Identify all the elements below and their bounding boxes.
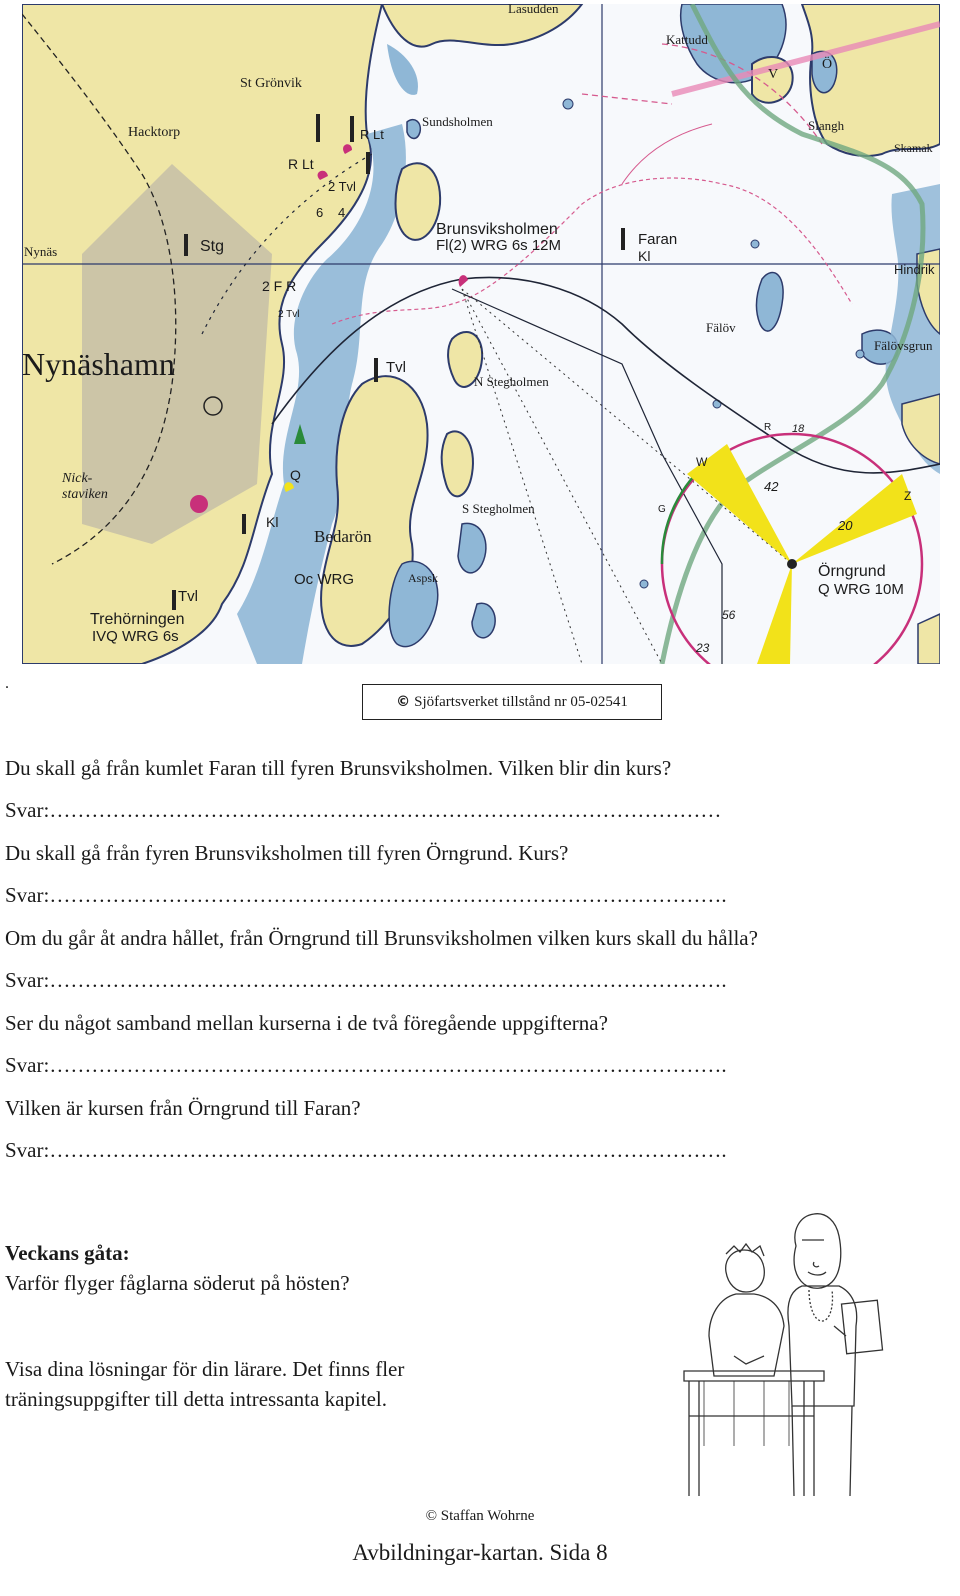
label-2-tvl: 2 Tvl <box>328 179 356 194</box>
label-w-sector: W <box>696 455 708 469</box>
label-nick: Nick- <box>62 471 93 486</box>
beacon-faran <box>621 228 625 250</box>
teacher-head <box>794 1214 841 1289</box>
beacon-1 <box>316 114 320 142</box>
label-st-gronvik: St Grönvik <box>240 76 302 91</box>
question-5: Vilken är kursen från Örngrund till Faran? <box>5 1096 361 1120</box>
label-oc-wrg: Oc WRG <box>294 571 354 588</box>
shoal-2 <box>472 603 495 638</box>
teacher-student-illustration <box>674 1206 890 1506</box>
footer-copyright: © Staffan Wohrne <box>425 1508 535 1524</box>
label-s-stegholmen: S Stegholmen <box>462 501 535 516</box>
label-4: 4 <box>338 205 346 220</box>
label-trehorningen: Trehörningen <box>90 611 185 628</box>
island-s-stegholmen <box>442 431 473 496</box>
copyright-symbol: © <box>396 694 411 710</box>
orngrund-light <box>787 559 797 569</box>
label-2-tvl-small: 2 Tvl <box>278 309 300 320</box>
label-skamak: Skamak <box>894 141 933 155</box>
beacon-kl <box>242 514 246 534</box>
teacher-legs <box>792 1406 852 1496</box>
label-hacktorp: Hacktorp <box>128 125 181 140</box>
label-aspsk: Aspsk <box>408 571 439 585</box>
shoal-dot-4 <box>856 350 864 358</box>
shoal-dot-2 <box>751 240 759 248</box>
teacher-face <box>802 1240 826 1275</box>
beacon-3 <box>366 152 370 174</box>
label-2-f-r: 2 F R <box>262 278 297 294</box>
teacher-paper <box>841 1300 882 1353</box>
label-bedaron: Bedarön <box>314 527 372 546</box>
label-depth-20: 20 <box>838 518 853 533</box>
teacher-necklace <box>809 1290 833 1321</box>
chart-svg <box>22 4 940 664</box>
student-arm <box>734 1356 764 1364</box>
shoal-1 <box>458 523 486 572</box>
label-v: V <box>768 67 779 82</box>
riddle-text: Varför flyger fåglarna söderut på hösten? <box>5 1271 350 1295</box>
island-brunsvik <box>396 163 441 240</box>
copyright-text: Sjöfartsverket tillstånd nr 05-02541 <box>414 693 628 710</box>
label-z-sector: Z <box>904 489 912 503</box>
label-q: Q <box>290 467 301 483</box>
label-r-lt-top: R Lt <box>360 127 384 142</box>
student-head <box>726 1250 765 1292</box>
label-depth-18: 18 <box>792 423 805 435</box>
answer-5: Svar:……………………………………………………………………………………. <box>5 1138 727 1162</box>
shoal-sund <box>407 120 420 139</box>
label-kattudd: Kattudd <box>666 32 708 47</box>
question-1: Du skall gå från kumlet Faran till fyren Brunsviksholmen. Vilken blir din kurs? <box>5 756 672 780</box>
label-staviken: staviken <box>62 487 108 502</box>
label-depth-56: 56 <box>722 608 736 622</box>
label-g-letter: G <box>658 504 666 515</box>
answer-2: Svar:……………………………………………………………………………………. <box>5 883 727 907</box>
label-r-lt: R Lt <box>288 156 314 172</box>
label-falovsgrun: Fälövsgrun <box>874 338 933 353</box>
question-3: Om du går åt andra hållet, från Örngrund till Brunsviksholmen vilken kurs skall du hålla? <box>5 926 758 950</box>
beacon-tvl <box>374 358 378 382</box>
label-brunsviksholmen: Brunsviksholmen <box>436 221 558 238</box>
shoal-dot-1 <box>563 99 573 109</box>
label-depth-23: 23 <box>696 641 710 655</box>
desk-drawer-lines <box>704 1381 789 1446</box>
label-brunsvik-light: Fl(2) WRG 6s 12M <box>436 237 562 254</box>
label-slangh: Slangh <box>808 118 845 133</box>
label-6: 6 <box>316 205 324 220</box>
label-lasudden: Lasudden <box>508 4 559 16</box>
label-tvl-bottom: Tvl <box>178 588 198 605</box>
closing-line-1: Visa dina lösningar för din lärare. Det finns fler <box>5 1357 405 1381</box>
question-2: Du skall gå från fyren Brunsviksholmen till fyren Örngrund. Kurs? <box>5 841 569 865</box>
label-o: Ö <box>822 57 833 72</box>
label-hindrik: Hindrik <box>894 262 935 277</box>
label-orngrund: Örngrund <box>818 563 886 580</box>
light-nynashamn <box>190 495 208 513</box>
question-4: Ser du något samband mellan kurserna i de två föregående uppgifterna? <box>5 1011 608 1035</box>
answer-3: Svar:……………………………………………………………………………………. <box>5 968 727 992</box>
beacon-2 <box>350 116 354 142</box>
label-nynashamn: Nynäshamn <box>22 346 175 382</box>
label-stg: Stg <box>200 238 225 255</box>
label-trehorningen-light: IVQ WRG 6s <box>92 628 179 645</box>
answer-4: Svar:……………………………………………………………………………………. <box>5 1053 727 1077</box>
copyright-box <box>362 684 662 720</box>
riddle-heading: Veckans gåta: <box>5 1241 130 1265</box>
closing-line-2: träningsuppgifter till detta intressanta kapitel. <box>5 1387 387 1411</box>
label-depth-42: 42 <box>764 479 779 494</box>
label-faran-kl: Kl <box>638 248 651 264</box>
label-falov: Fälöv <box>706 320 736 335</box>
answer-1: Svar:…………………………………………………………………………………… <box>5 798 722 822</box>
beacon-stg <box>184 234 188 256</box>
label-kl: Kl <box>266 514 279 530</box>
illustration-svg <box>674 1206 890 1506</box>
label-tvl-mid: Tvl <box>386 359 406 376</box>
desk-legs <box>689 1381 814 1496</box>
label-n-stegholmen: N Stegholmen <box>474 374 549 389</box>
label-faran: Faran <box>638 231 678 248</box>
shoal-dot-5 <box>640 580 648 588</box>
label-orngrund-light: Q WRG 10M <box>818 581 904 598</box>
beacon-treh <box>172 590 176 610</box>
footer-page-label: Avbildningar-kartan. Sida 8 <box>352 1540 608 1565</box>
nautical-chart <box>22 4 940 664</box>
label-sundsholmen: Sundsholmen <box>422 114 493 129</box>
label-nynas: Nynäs <box>24 244 58 259</box>
leading-dot: . <box>5 675 9 692</box>
label-r-letter: R <box>764 422 772 433</box>
